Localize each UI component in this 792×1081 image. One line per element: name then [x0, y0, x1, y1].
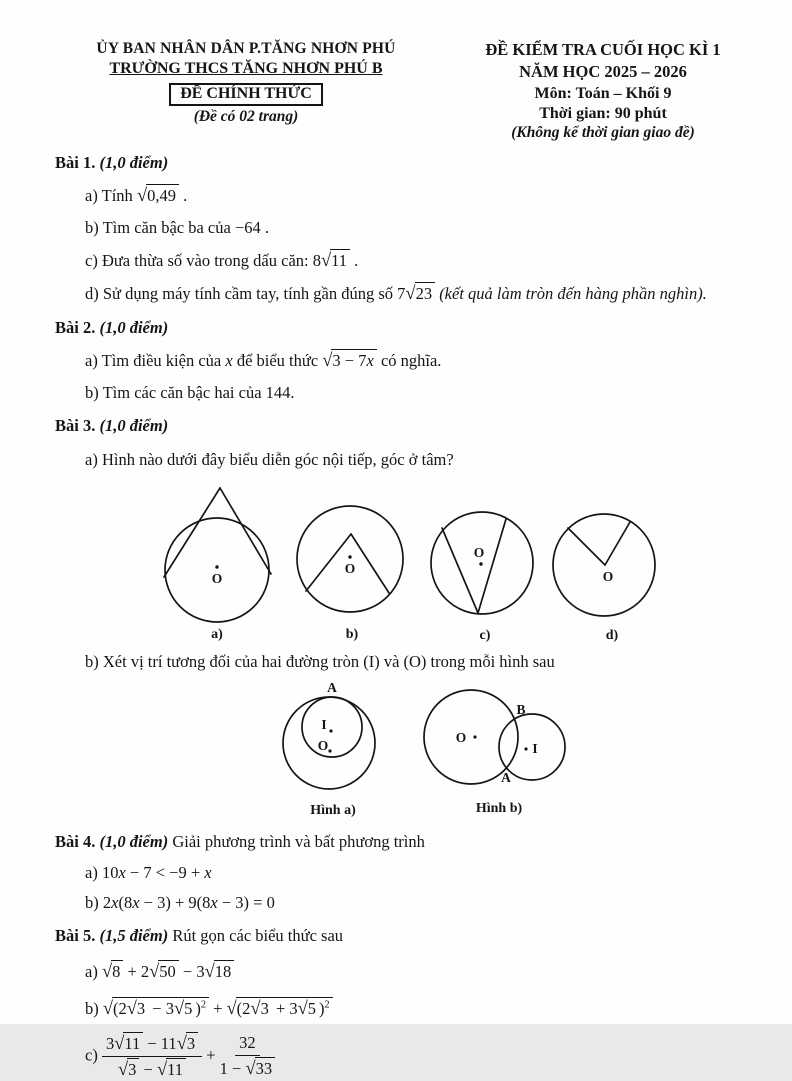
center-label: O	[602, 568, 614, 584]
figure-caption: c)	[479, 627, 491, 643]
school-year: NĂM HỌC 2025 – 2026	[519, 62, 687, 81]
figure-hinh-b-intersecting-circles	[421, 681, 576, 821]
circle-outline	[297, 506, 403, 612]
figure-row-circle-positions	[283, 681, 766, 821]
problem-1-item-d: d) Sử dụng máy tính cầm tay, tính gần đúng số 7√23 (kết quả làm tròn đến hàng phần nghìn).	[85, 283, 707, 304]
center-label: O	[473, 544, 485, 560]
ray-right	[351, 534, 389, 593]
problem-3-item-a: a) Hình nào dưới đây biểu diễn góc nội tiếp, góc ở tâm?	[85, 449, 454, 469]
problem-5-item-c: c) $\frac{3√11 - 11√3}{√3 - √11}$ + $\frac{32}{1 - √33}$	[55, 1032, 766, 1081]
problem-2-heading: Bài 2. (1,0 điểm)	[55, 318, 169, 338]
problem-1-item-b: b) Tìm căn bậc ba của −64 .	[85, 217, 270, 237]
problem-2-item-b: b) Tìm các căn bậc hai của 144.	[85, 382, 295, 402]
center-dot-I	[329, 729, 332, 732]
exam-subject: Môn: Toán – Khối 9	[534, 85, 672, 102]
center-dot	[479, 562, 482, 565]
center-label-O: O	[317, 737, 329, 753]
figure-caption: d)	[605, 627, 619, 643]
header-organization: ỦY BAN NHÂN DÂN P.TĂNG NHƠN PHÚ	[96, 40, 396, 57]
center-dot-O	[328, 749, 331, 752]
point-label-A: A	[327, 679, 337, 695]
exam-duration: Thời gian: 90 phút	[539, 105, 667, 122]
problem-1-item-c: c) Đưa thừa số vào trong dấu căn: 8√11 .	[85, 249, 359, 270]
center-label: O	[344, 560, 356, 576]
header-right-block	[440, 40, 766, 142]
figure-caption: Hình b)	[475, 800, 523, 816]
radius-left	[568, 528, 605, 565]
problem-5-heading: Bài 5. (1,5 điểm) Rút gọn các biểu thức sau	[55, 926, 344, 946]
center-dot-O	[473, 735, 476, 738]
radius-right	[605, 522, 630, 565]
center-label-I: I	[532, 740, 538, 756]
figure-caption: a)	[211, 626, 223, 642]
problem-1-heading: Bài 1. (1,0 điểm)	[55, 153, 169, 172]
secant-right	[220, 488, 271, 574]
point-label-B: B	[516, 701, 526, 717]
secant-left	[164, 488, 220, 577]
figure-caption: Hình a)	[310, 802, 356, 818]
figure-caption: b)	[345, 626, 359, 642]
official-exam-box-wrap	[55, 83, 437, 106]
figure-row-angles	[160, 479, 766, 643]
official-exam-box: ĐỀ CHÍNH THỨC	[169, 83, 323, 106]
exam-time-note: (Không kể thời gian giao đề)	[511, 124, 695, 141]
center-dot-I	[524, 747, 527, 750]
figure-a-external-angle	[160, 479, 278, 643]
center-dot	[215, 565, 218, 568]
problem-3-item-b: b) Xét vị trí tương đối của hai đường tròn (I) và (O) trong mỗi hình sau	[85, 651, 555, 671]
figure-c-inscribed-angle	[429, 493, 544, 643]
problem-3-heading: Bài 3. (1,0 điểm)	[55, 415, 169, 435]
header-school-name: TRƯỜNG THCS TĂNG NHƠN PHÚ B	[109, 60, 383, 77]
header-left-block	[55, 40, 437, 126]
figure-d-central-angle	[552, 493, 667, 643]
page-count-note: (Đề có 02 trang)	[193, 108, 299, 125]
problem-4-item-a: a) 10x − 7 < −9 + x	[85, 862, 212, 882]
inner-circle	[302, 697, 362, 757]
problem-2-item-a: a) Tìm điều kiện của x để biểu thức √3 − 7x có nghĩa.	[85, 350, 442, 371]
figure-b-interior-angle	[286, 493, 421, 643]
center-label-O: O	[455, 729, 467, 745]
problem-5-item-a: a) √8 + 2√50 − 3√18	[55, 958, 766, 985]
center-label-I: I	[321, 716, 327, 732]
exam-title: ĐỀ KIỂM TRA CUỐI HỌC KÌ 1	[485, 40, 721, 59]
problem-5-item-b: b) √(2√3 − 3√5 )$^2$ + √(2√3 + 3√5 )$^2$	[55, 995, 766, 1022]
problem-4-item-b: b) 2x(8x − 3) + 9(8x − 3) = 0	[85, 893, 275, 913]
center-label: O	[211, 570, 223, 586]
chord-right	[478, 519, 506, 613]
problem-4-heading: Bài 4. (1,0 điểm) Giải phương trình và bất phương trình	[55, 831, 425, 851]
center-dot	[348, 555, 351, 558]
problem-1-item-a: a) Tính √0,49 .	[85, 184, 188, 205]
point-label-A: A	[501, 769, 511, 785]
exam-header	[55, 40, 766, 142]
figure-hinh-a-tangent-circles	[283, 681, 383, 821]
circle-outline	[165, 518, 269, 622]
outer-circle	[283, 697, 375, 789]
